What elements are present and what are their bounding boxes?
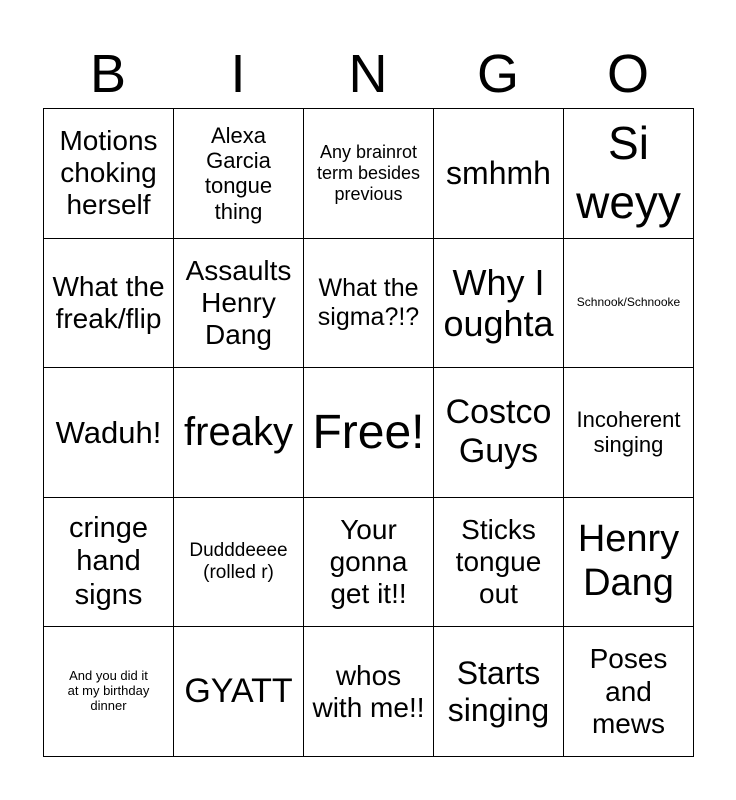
- header-letter-b: B: [89, 44, 127, 104]
- bingo-cell[interactable]: cringe hand signs: [44, 497, 174, 627]
- bingo-cell[interactable]: GYATT: [174, 627, 304, 757]
- bingo-cell[interactable]: Costco Guys: [434, 368, 564, 498]
- bingo-row: [44, 109, 694, 239]
- bingo-cell[interactable]: Dudddeeee (rolled r): [174, 497, 304, 627]
- header-letter-n: N: [348, 44, 388, 104]
- header-letter-g: G: [476, 44, 519, 104]
- bingo-cell[interactable]: Alexa Garcia tongue thing: [174, 109, 304, 239]
- bingo-cell[interactable]: Incoherent singing: [564, 368, 694, 498]
- bingo-cell[interactable]: Poses and mews: [564, 627, 694, 757]
- bingo-cell[interactable]: What the freak/flip: [44, 238, 174, 368]
- bingo-row: [44, 497, 694, 627]
- bingo-row: [44, 627, 694, 757]
- bingo-card: [43, 108, 694, 757]
- bingo-cell[interactable]: Waduh!: [44, 368, 174, 498]
- bingo-cell-free[interactable]: Free!: [304, 368, 434, 498]
- bingo-cell[interactable]: Schnook/Schnooke: [564, 238, 694, 368]
- bingo-cell[interactable]: And you did it at my birthday dinner: [44, 627, 174, 757]
- bingo-cell[interactable]: Sticks tongue out: [434, 497, 564, 627]
- bingo-cell[interactable]: Starts singing: [434, 627, 564, 757]
- bingo-row: [44, 368, 694, 498]
- bingo-cell[interactable]: What the sigma?!?: [304, 238, 434, 368]
- bingo-cell[interactable]: Your gonna get it!!: [304, 497, 434, 627]
- bingo-cell[interactable]: freaky: [174, 368, 304, 498]
- header-letter-o: O: [606, 44, 649, 104]
- bingo-cell[interactable]: Assaults Henry Dang: [174, 238, 304, 368]
- bingo-cell[interactable]: Henry Dang: [564, 497, 694, 627]
- bingo-cell[interactable]: Si weyy: [564, 109, 694, 239]
- bingo-cell[interactable]: Any brainrot term besides previous: [304, 109, 434, 239]
- header-letter-i: I: [230, 44, 246, 104]
- bingo-cell[interactable]: Why I oughta: [434, 238, 564, 368]
- bingo-cell[interactable]: whos with me!!: [304, 627, 434, 757]
- bingo-row: [44, 238, 694, 368]
- bingo-cell[interactable]: smhmh: [434, 109, 564, 239]
- bingo-cell[interactable]: Motions choking herself: [44, 109, 174, 239]
- bingo-header: [43, 40, 693, 108]
